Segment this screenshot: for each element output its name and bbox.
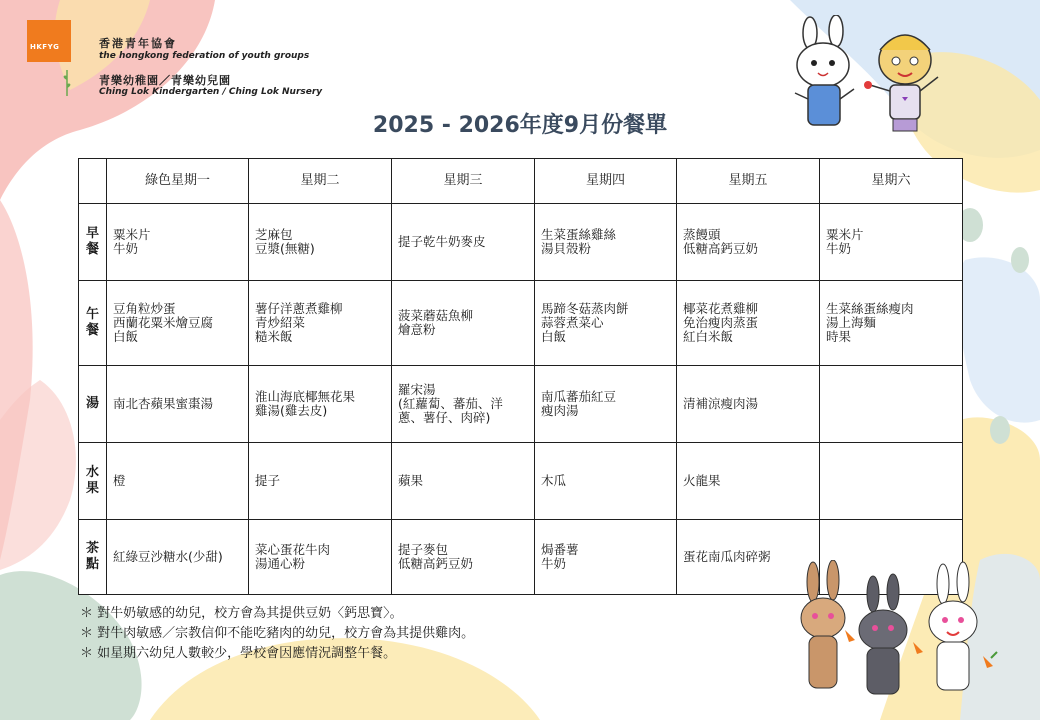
hkfyg-logo	[27, 20, 71, 62]
row-label-snack	[79, 520, 107, 595]
cell-lunch-fri: 椰菜花煮雞柳 免治瘦肉蒸蛋 紅白米飯	[677, 281, 820, 366]
bunnies-drawing-illustration	[795, 560, 1010, 710]
table-row-soup	[79, 366, 963, 443]
cell-fruit-wed: 蘋果	[392, 443, 535, 520]
footnote-beef-pork: ＊ 對牛肉敏感／宗教信仰不能吃豬肉的幼兒，校方會為其提供雞肉。	[80, 626, 475, 641]
cell-breakfast-mon: 粟米片 牛奶	[107, 204, 249, 281]
footnote-saturday: ＊ 如星期六幼兒人數較少，學校會因應情況調整午餐。	[80, 646, 397, 661]
row-label-text: 湯	[85, 396, 99, 411]
cell-breakfast-thu: 生菜蛋絲雞絲 湯貝殼粉	[535, 204, 677, 281]
row-label-breakfast	[79, 204, 107, 281]
page-title: 2025 - 2026年度9月份餐單	[372, 113, 668, 138]
cell-snack-wed: 提子麥包 低糖高鈣豆奶	[392, 520, 535, 595]
cell-soup-sat	[820, 366, 963, 443]
row-label-text: 茶點	[85, 541, 99, 572]
header-row	[79, 159, 963, 204]
organization-name	[99, 35, 309, 61]
header-tuesday: 星期二	[249, 159, 392, 204]
cell-soup-fri: 清補涼瘦肉湯	[677, 366, 820, 443]
cell-snack-thu: 焗番薯 牛奶	[535, 520, 677, 595]
table-row-lunch	[79, 281, 963, 366]
cell-fruit-mon: 橙	[107, 443, 249, 520]
header-thursday: 星期四	[535, 159, 677, 204]
school-name-zh: 青樂幼稚園／青樂幼兒園	[99, 74, 231, 87]
header-monday: 綠色星期一	[107, 159, 249, 204]
cell-lunch-tue: 薯仔洋蔥煮雞柳 青炒紹菜 糙米飯	[249, 281, 392, 366]
cell-fruit-sat	[820, 443, 963, 520]
cell-fruit-thu: 木瓜	[535, 443, 677, 520]
row-label-lunch	[79, 281, 107, 366]
header-friday: 星期五	[677, 159, 820, 204]
cell-breakfast-tue: 芝麻包 豆漿(無糖)	[249, 204, 392, 281]
cell-soup-wed: 羅宋湯 (紅蘿蔔、蕃茄、洋 蔥、薯仔、肉碎)	[392, 366, 535, 443]
footnote-milk-allergy: ＊ 對牛奶敏感的幼兒，校方會為其提供豆奶〈鈣思寶〉。	[80, 606, 403, 621]
cell-breakfast-fri: 蒸饅頭 低糖高鈣豆奶	[677, 204, 820, 281]
header-corner	[79, 159, 107, 204]
cell-soup-tue: 淮山海底椰無花果 雞湯(雞去皮)	[249, 366, 392, 443]
row-label-text: 早餐	[85, 226, 99, 257]
cell-breakfast-wed: 提子乾牛奶麥皮	[392, 204, 535, 281]
menu-table	[78, 158, 963, 595]
cell-snack-tue: 菜心蛋花牛肉 湯通心粉	[249, 520, 392, 595]
cell-breakfast-sat: 粟米片 牛奶	[820, 204, 963, 281]
cell-lunch-wed: 菠菜蘑菇魚柳 燴意粉	[392, 281, 535, 366]
cell-snack-mon: 紅綠豆沙糖水(少甜)	[107, 520, 249, 595]
logo-text: HKFYG	[30, 43, 60, 51]
row-label-fruit	[79, 443, 107, 520]
org-name-zh: 香港青年協會	[99, 37, 177, 50]
cell-lunch-mon: 豆角粒炒蛋 西蘭花粟米燴豆腐 白飯	[107, 281, 249, 366]
school-name-en: Ching Lok Kindergarten / Ching Lok Nursery	[99, 87, 323, 97]
cell-soup-mon: 南北杏蘋果蜜棗湯	[107, 366, 249, 443]
cell-soup-thu: 南瓜蕃茄紅豆 瘦肉湯	[535, 366, 677, 443]
table-row-fruit	[79, 443, 963, 520]
header-saturday: 星期六	[820, 159, 963, 204]
table-row-breakfast	[79, 204, 963, 281]
cell-lunch-sat: 生菜絲蛋絲瘦肉 湯上海麵 時果	[820, 281, 963, 366]
cell-lunch-thu: 馬蹄冬菇蒸肉餅 蒜蓉煮菜心 白飯	[535, 281, 677, 366]
children-drawing-illustration	[790, 15, 950, 140]
row-label-text: 午餐	[85, 307, 99, 338]
cell-fruit-fri: 火龍果	[677, 443, 820, 520]
logo-orange-square	[27, 20, 71, 62]
footnotes	[80, 604, 474, 664]
org-name-en: the hongkong federation of youth groups	[99, 51, 310, 61]
cell-snack-fri: 蛋花南瓜肉碎粥	[677, 520, 820, 595]
row-label-text: 水果	[85, 465, 99, 496]
cell-fruit-tue: 提子	[249, 443, 392, 520]
header-wednesday: 星期三	[392, 159, 535, 204]
leaf-sprig-icon	[62, 70, 72, 96]
row-label-soup	[79, 366, 107, 443]
